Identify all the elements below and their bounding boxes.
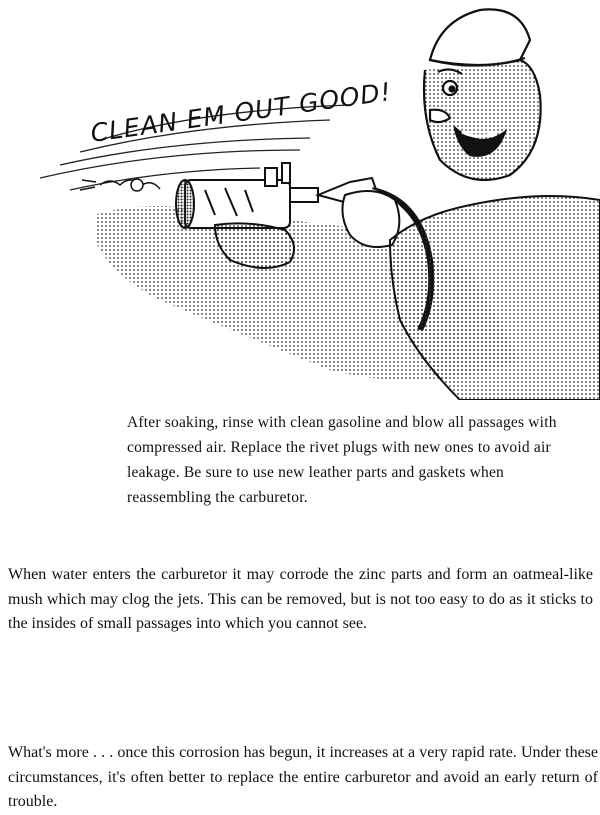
body-paragraph-2: What's more . . . once this corrosion has begun, it increases at a very rapid rate. Under these circumstances, it's often better to replace the entire carburetor and avoid an early return of trouble. [8, 744, 598, 810]
shout-text: CLEAN EM OUT GOOD! [88, 76, 394, 148]
body-paragraph-1: When water enters the carburetor it may corrode the zinc parts and form an oatmeal-like mush which may clog the jets. This can be removed, but is not too easy to do as it sticks to the insides of small passages into which you cannot see. [8, 566, 593, 632]
mechanic-illustration [0, 0, 600, 400]
illustration-caption: After soaking, rinse with clean gasoline and blow all passages with compressed air. Replace the rivet plugs with new ones to avoid air leakage. Be sure to use new leather parts and gaskets when reassembling the carburetor. [127, 414, 557, 506]
mechanic-head [424, 9, 541, 180]
carburetor [176, 163, 318, 228]
